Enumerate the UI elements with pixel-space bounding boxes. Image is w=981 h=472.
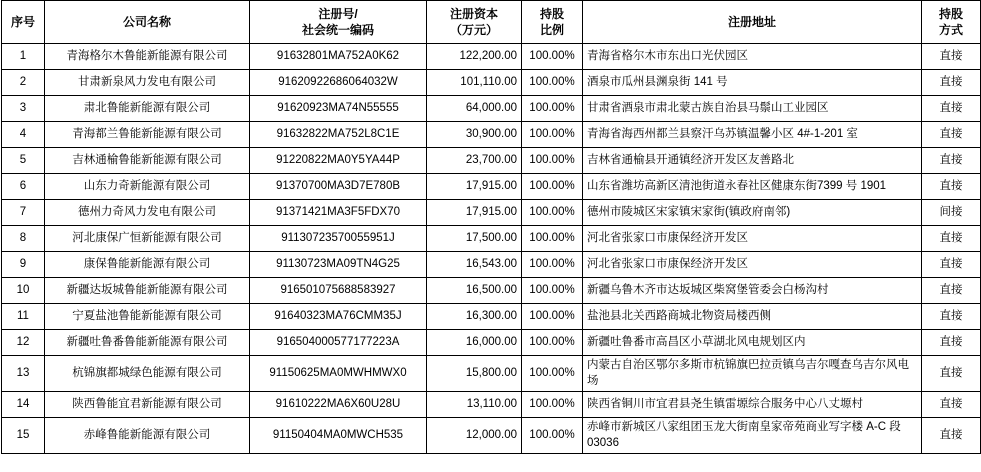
cell-company-name: 甘肃新泉风力发电有限公司: [45, 70, 250, 96]
header-company-name: 公司名称: [45, 1, 250, 44]
cell-company-name: 吉林通榆鲁能新能源有限公司: [45, 148, 250, 174]
cell-shareholding-mode: 直接: [922, 356, 981, 392]
table-header: [2, 1, 981, 44]
cell-registration-number: 91371421MA3F5FDX70: [250, 200, 427, 226]
table-row: [2, 148, 981, 174]
cell-registered-capital: 16,300.00: [427, 304, 522, 330]
header-capital-line1: 注册资本: [449, 6, 498, 21]
table-row: [2, 252, 981, 278]
table-row: [2, 418, 981, 454]
header-seq: 序号: [2, 1, 45, 44]
cell-seq: 15: [2, 418, 45, 454]
cell-shareholding-mode: 直接: [922, 226, 981, 252]
cell-company-name: 杭锦旗都城绿色能源有限公司: [45, 356, 250, 392]
cell-company-name: 新疆吐鲁番鲁能新能源有限公司: [45, 330, 250, 356]
cell-shareholding-mode: 直接: [922, 392, 981, 418]
cell-registration-number: 916501075688583927: [250, 278, 427, 304]
cell-address: 德州市陵城区宋家镇宋家街(镇政府南邻): [583, 200, 922, 226]
cell-registration-number: 91130723MA09TN4G25: [250, 252, 427, 278]
table-row: [2, 226, 981, 252]
header-regno-line1: 注册号/: [318, 6, 358, 21]
cell-shareholding-mode: 直接: [922, 122, 981, 148]
header-ratio-line2: 比例: [539, 23, 564, 37]
cell-seq: 3: [2, 96, 45, 122]
header-shareholding-mode: [922, 1, 981, 44]
table-row: [2, 330, 981, 356]
header-row: [2, 1, 981, 44]
cell-registration-number: 91632801MA752A0K62: [250, 44, 427, 70]
table-row: [2, 278, 981, 304]
cell-shareholding-mode: 直接: [922, 96, 981, 122]
cell-shareholding-mode: 直接: [922, 174, 981, 200]
table-row: [2, 70, 981, 96]
cell-registration-number: 91640323MA76CMM35J: [250, 304, 427, 330]
cell-address: 甘肃省酒泉市肃北蒙古族自治县马鬃山工业园区: [583, 96, 922, 122]
cell-company-name: 康保鲁能新能源有限公司: [45, 252, 250, 278]
table-row: [2, 356, 981, 392]
cell-shareholding-mode: 直接: [922, 304, 981, 330]
cell-address: 酒泉市瓜州县渊泉街 141 号: [583, 70, 922, 96]
cell-shareholding-ratio: 100.00%: [522, 70, 583, 96]
header-mode-line1: 持股: [938, 6, 963, 21]
cell-shareholding-ratio: 100.00%: [522, 96, 583, 122]
table-row: [2, 304, 981, 330]
cell-company-name: 青海格尔木鲁能新能源有限公司: [45, 44, 250, 70]
cell-address: 河北省张家口市康保经济开发区: [583, 226, 922, 252]
cell-seq: 6: [2, 174, 45, 200]
header-address: 注册地址: [583, 1, 922, 44]
header-mode-line2: 方式: [938, 23, 963, 37]
cell-company-name: 青海都兰鲁能新能源有限公司: [45, 122, 250, 148]
cell-registration-number: 91610222MA6X60U28U: [250, 392, 427, 418]
table-body: [2, 44, 981, 454]
cell-shareholding-ratio: 100.00%: [522, 200, 583, 226]
cell-company-name: 宁夏盐池鲁能新能源有限公司: [45, 304, 250, 330]
header-regno-line2: 社会统一编码: [301, 23, 374, 37]
cell-address: 新疆乌鲁木齐市达坂城区柴窝堡管委会白杨沟村: [583, 278, 922, 304]
cell-seq: 5: [2, 148, 45, 174]
cell-shareholding-ratio: 100.00%: [522, 122, 583, 148]
header-shareholding-ratio: [522, 1, 583, 44]
cell-registered-capital: 101,110.00: [427, 70, 522, 96]
header-capital-line2: （万元）: [449, 23, 498, 37]
header-ratio-line1: 持股: [539, 6, 564, 21]
cell-shareholding-ratio: 100.00%: [522, 252, 583, 278]
cell-shareholding-ratio: 100.00%: [522, 278, 583, 304]
table-row: [2, 174, 981, 200]
cell-shareholding-ratio: 100.00%: [522, 44, 583, 70]
cell-registration-number: 916504000577177223A: [250, 330, 427, 356]
cell-shareholding-ratio: 100.00%: [522, 356, 583, 392]
cell-address: 青海省格尔木市东出口光伏园区: [583, 44, 922, 70]
cell-registration-number: 91620923MA74N55555: [250, 96, 427, 122]
cell-registration-number: 91220822MA0Y5YA44P: [250, 148, 427, 174]
cell-registered-capital: 16,500.00: [427, 278, 522, 304]
cell-seq: 9: [2, 252, 45, 278]
cell-registered-capital: 12,000.00: [427, 418, 522, 454]
table-row: [2, 392, 981, 418]
cell-address: 新疆吐鲁番市高昌区小草湖北风电规划区内: [583, 330, 922, 356]
cell-registered-capital: 17,915.00: [427, 200, 522, 226]
cell-registered-capital: 16,543.00: [427, 252, 522, 278]
cell-registration-number: 91150625MA0MWHMWX0: [250, 356, 427, 392]
cell-shareholding-mode: 直接: [922, 278, 981, 304]
cell-company-name: 陕西鲁能宜君新能源有限公司: [45, 392, 250, 418]
cell-registration-number: 91632822MA752L8C1E: [250, 122, 427, 148]
cell-shareholding-mode: 直接: [922, 418, 981, 454]
cell-shareholding-mode: 直接: [922, 70, 981, 96]
cell-registration-number: 91620922686064032W: [250, 70, 427, 96]
cell-seq: 13: [2, 356, 45, 392]
cell-shareholding-ratio: 100.00%: [522, 418, 583, 454]
cell-registration-number: 91130723570055951J: [250, 226, 427, 252]
cell-shareholding-mode: 直接: [922, 252, 981, 278]
cell-seq: 11: [2, 304, 45, 330]
cell-company-name: 新疆达坂城鲁能新能源有限公司: [45, 278, 250, 304]
cell-registered-capital: 23,700.00: [427, 148, 522, 174]
cell-registration-number: 91150404MA0MWCH535: [250, 418, 427, 454]
cell-company-name: 肃北鲁能新能源有限公司: [45, 96, 250, 122]
cell-shareholding-ratio: 100.00%: [522, 330, 583, 356]
cell-shareholding-mode: 直接: [922, 148, 981, 174]
cell-company-name: 山东力奇新能源有限公司: [45, 174, 250, 200]
cell-shareholding-ratio: 100.00%: [522, 392, 583, 418]
cell-address: 陕西省铜川市宜君县尧生镇雷塬综合服务中心八丈塬村: [583, 392, 922, 418]
table-row: [2, 122, 981, 148]
cell-registered-capital: 17,915.00: [427, 174, 522, 200]
cell-shareholding-ratio: 100.00%: [522, 226, 583, 252]
subsidiary-table: [1, 0, 981, 454]
cell-address: 山东省潍坊高新区清池街道永春社区健康东街7399 号 1901: [583, 174, 922, 200]
header-registration-number: [250, 1, 427, 44]
cell-registered-capital: 16,000.00: [427, 330, 522, 356]
cell-registration-number: 91370700MA3D7E780B: [250, 174, 427, 200]
cell-registered-capital: 17,500.00: [427, 226, 522, 252]
cell-registered-capital: 122,200.00: [427, 44, 522, 70]
cell-company-name: 赤峰鲁能新能源有限公司: [45, 418, 250, 454]
cell-seq: 8: [2, 226, 45, 252]
cell-address: 青海省海西州都兰县察汗乌苏镇温馨小区 4#-1-201 室: [583, 122, 922, 148]
cell-company-name: 河北康保广恒新能源有限公司: [45, 226, 250, 252]
cell-address: 吉林省通榆县开通镇经济开发区友善路北: [583, 148, 922, 174]
cell-shareholding-ratio: 100.00%: [522, 174, 583, 200]
cell-address: 盐池县北关西路商城北物资局楼西侧: [583, 304, 922, 330]
cell-seq: 12: [2, 330, 45, 356]
cell-shareholding-ratio: 100.00%: [522, 304, 583, 330]
cell-registered-capital: 13,110.00: [427, 392, 522, 418]
cell-seq: 14: [2, 392, 45, 418]
cell-registered-capital: 30,900.00: [427, 122, 522, 148]
table-row: [2, 200, 981, 226]
cell-shareholding-mode: 直接: [922, 44, 981, 70]
cell-seq: 1: [2, 44, 45, 70]
cell-shareholding-mode: 间接: [922, 200, 981, 226]
table-row: [2, 44, 981, 70]
cell-seq: 7: [2, 200, 45, 226]
header-registered-capital: [427, 1, 522, 44]
cell-address: 赤峰市新城区八家组团玉龙大街南皇家帝苑商业写字楼 A-C 段 03036: [583, 418, 922, 454]
cell-seq: 4: [2, 122, 45, 148]
cell-address: 内蒙古自治区鄂尔多斯市杭锦旗巴拉贡镇乌吉尔嘎查乌吉尔风电场: [583, 356, 922, 392]
cell-shareholding-ratio: 100.00%: [522, 148, 583, 174]
cell-registered-capital: 64,000.00: [427, 96, 522, 122]
table-row: [2, 96, 981, 122]
cell-seq: 10: [2, 278, 45, 304]
cell-registered-capital: 15,800.00: [427, 356, 522, 392]
cell-shareholding-mode: 直接: [922, 330, 981, 356]
cell-address: 河北省张家口市康保经济开发区: [583, 252, 922, 278]
cell-seq: 2: [2, 70, 45, 96]
cell-company-name: 德州力奇风力发电有限公司: [45, 200, 250, 226]
